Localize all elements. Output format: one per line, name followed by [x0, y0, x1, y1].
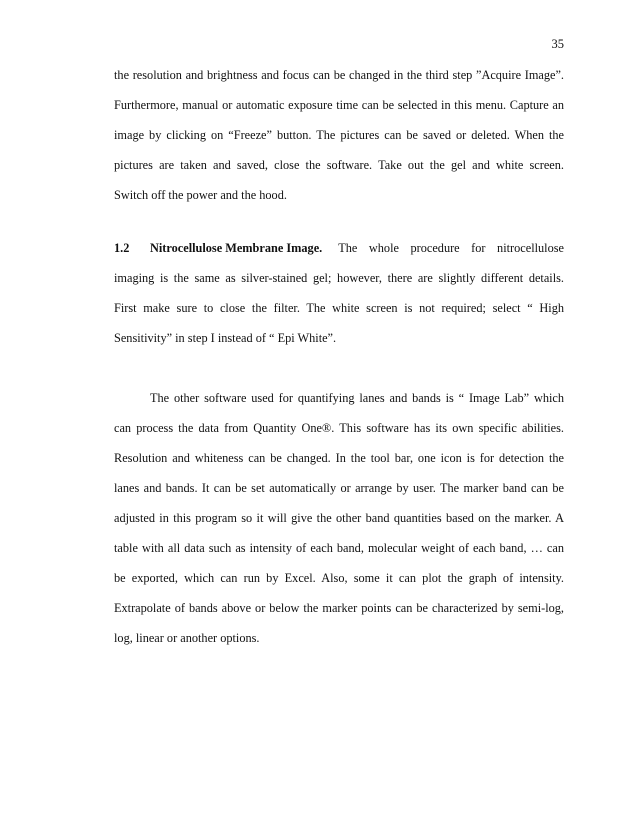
text-line: Resolution and whiteness can be changed. In the tool bar, one icon is for detection the	[114, 451, 564, 465]
paragraph-image-lab	[114, 391, 564, 661]
text-line: Furthermore, manual or automatic exposure time can be selected in this menu. Capture an	[114, 98, 564, 112]
paragraph-acquire-image	[114, 68, 564, 218]
text-line: be exported, which can run by Excel. Also, some it can plot the graph of intensity.	[114, 571, 564, 585]
page-number: 35	[551, 37, 564, 51]
text-line: lanes and bands. It can be set automatically or arrange by user. The marker band can be	[114, 481, 564, 495]
text-line: imaging is the same as silver-stained gel; however, there are slightly different details.	[114, 271, 564, 285]
text-line: First make sure to close the filter. The white screen is not required; select “ High	[114, 301, 564, 315]
text-line: table with all data such as intensity of each band, molecular weight of each band, … can	[114, 541, 564, 555]
text-line: can process the data from Quantity One®. This software has its own specific abilities.	[114, 421, 564, 435]
text-line: Sensitivity” in step I instead of “ Epi White”.	[114, 331, 337, 345]
text-line: The other software used for quantifying lanes and bands is “ Image Lab” which	[150, 391, 564, 405]
text-line: Extrapolate of bands above or below the marker points can be characterized by semi-log,	[114, 601, 564, 615]
text-line: image by clicking on “Freeze” button. The pictures can be saved or deleted. When the	[114, 128, 564, 142]
section-heading	[114, 241, 338, 271]
section-number: 1.2	[114, 241, 130, 255]
section-heading-line	[114, 241, 564, 271]
text-line: Switch off the power and the hood.	[114, 188, 287, 202]
section-title: Nitrocellulose Membrane Image.	[150, 241, 323, 255]
text-line: the resolution and brightness and focus can be changed in the third step ”Acquire Image”.	[114, 68, 564, 82]
text-line: adjusted in this program so it will give the other band quantities based on the marker. A	[114, 511, 564, 525]
text-line: pictures are taken and saved, close the software. Take out the gel and white screen.	[114, 158, 564, 172]
section-nitrocellulose	[114, 241, 564, 361]
text-line: The whole procedure for nitrocellulose	[338, 241, 564, 255]
text-line: log, linear or another options.	[114, 631, 260, 645]
